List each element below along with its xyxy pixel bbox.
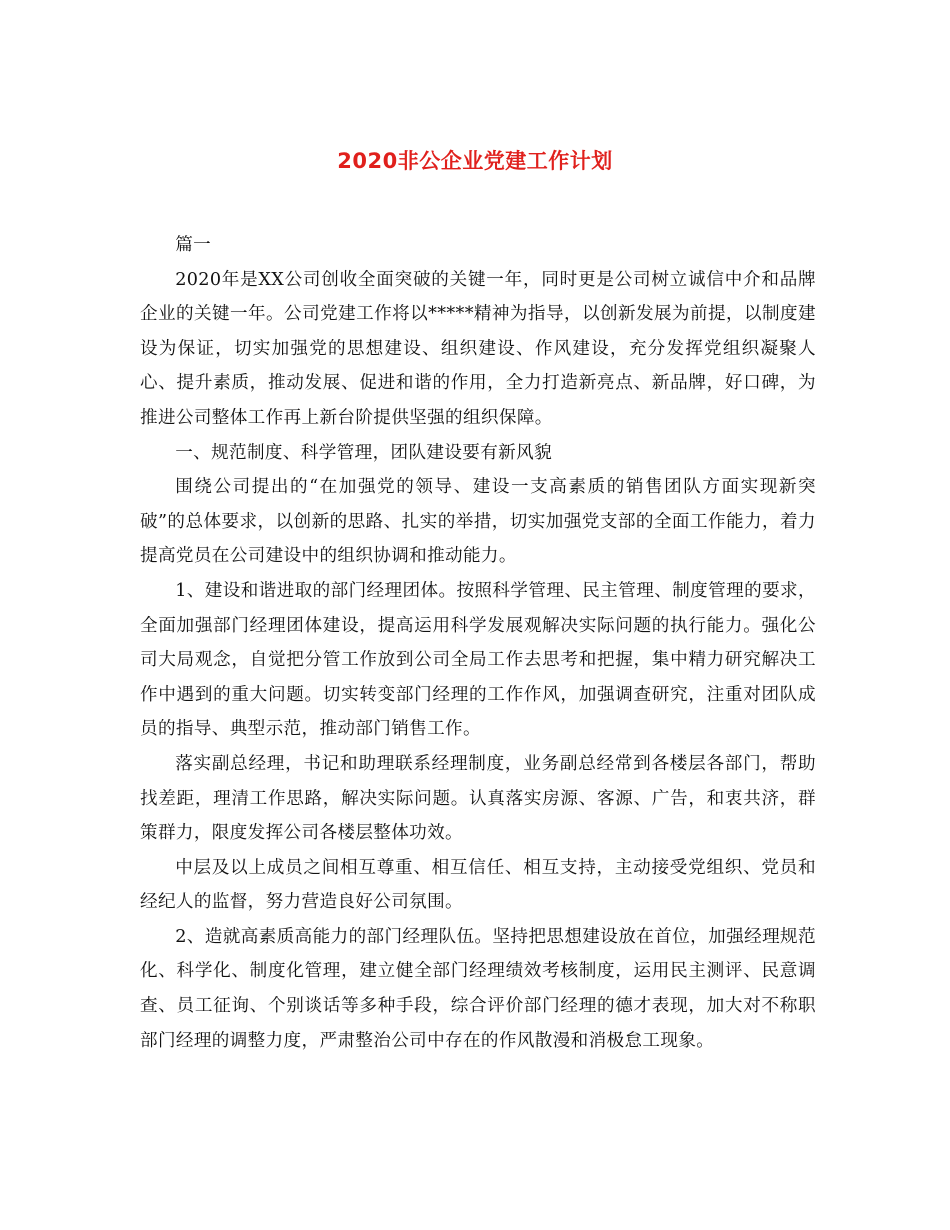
paragraph-liaison-system: 落实副总经理，书记和助理联系经理制度，业务副总经常到各楼层各部门，帮助找差距，理清工作思路，解决实际问题。认真落实房源、客源、广告，和衷共济，群策群力，限度发挥公司各楼层整体功效。 — [140, 753, 816, 844]
section-heading-part-one: 篇一 — [175, 235, 212, 255]
paragraph-item-2: 2、造就高素质高能力的部门经理队伍。坚持把思想建设放在首位，加强经理规范化、科学化、制度化管理，建立健全部门经理绩效考核制度，运用民主测评、民意调查、员工征询、个别谈话等多种手段，综合评价部门经理的德才表现，加大对不称职部门经理的调整力度，严肃整治公司中存在的作风散漫和消极怠工现象。 — [140, 926, 816, 1051]
paragraph-mutual-respect: 中层及以上成员之间相互尊重、相互信任、相互支持，主动接受党组织、党员和经纪人的监督，努力营造良好公司氛围。 — [140, 857, 816, 913]
paragraph-item-1: 1、建设和谐进取的部门经理团体。按照科学管理、民主管理、制度管理的要求，全面加强部门经理团体建设，提高运用科学发展观解决实际问题的执行能力。强化公司大局观念，自觉把分管工作放到公司全局工作去思考和把握，集中精力研究解决工作中遇到的重大问题。切实转变部门经理的工作作风，加强调查研究，注重对团队成员的指导、典型示范，推动部门销售工作。 — [140, 580, 816, 740]
paragraph-intro: 2020年是XX公司创收全面突破的关键一年，同时更是公司树立诚信中介和品牌企业的关键一年。公司党建工作将以*****精神为指导，以创新发展为前提，以制度建设为保证，切实加强党的思想建设、组织建设、作风建设，充分发挥党组织凝聚人心、提升素质，推动发展、促进和谐的作用，全力打造新亮点、新品牌，好口碑，为推进公司整体工作再上新台阶提供坚强的组织保障。 — [140, 269, 816, 428]
paragraph-requirements: 围绕公司提出的“在加强党的领导、建设一支高素质的销售团队方面实现新突破”的总体要求，以创新的思路、扎实的举措，切实加强党支部的全面工作能力，着力提高党员在公司建设中的组织协调和推动能力。 — [140, 477, 816, 567]
section-heading-one: 一、规范制度、科学管理，团队建设要有新风貌 — [175, 442, 553, 463]
document-title: 2020非公企业党建工作计划 — [337, 149, 613, 173]
document-body — [140, 228, 816, 1058]
